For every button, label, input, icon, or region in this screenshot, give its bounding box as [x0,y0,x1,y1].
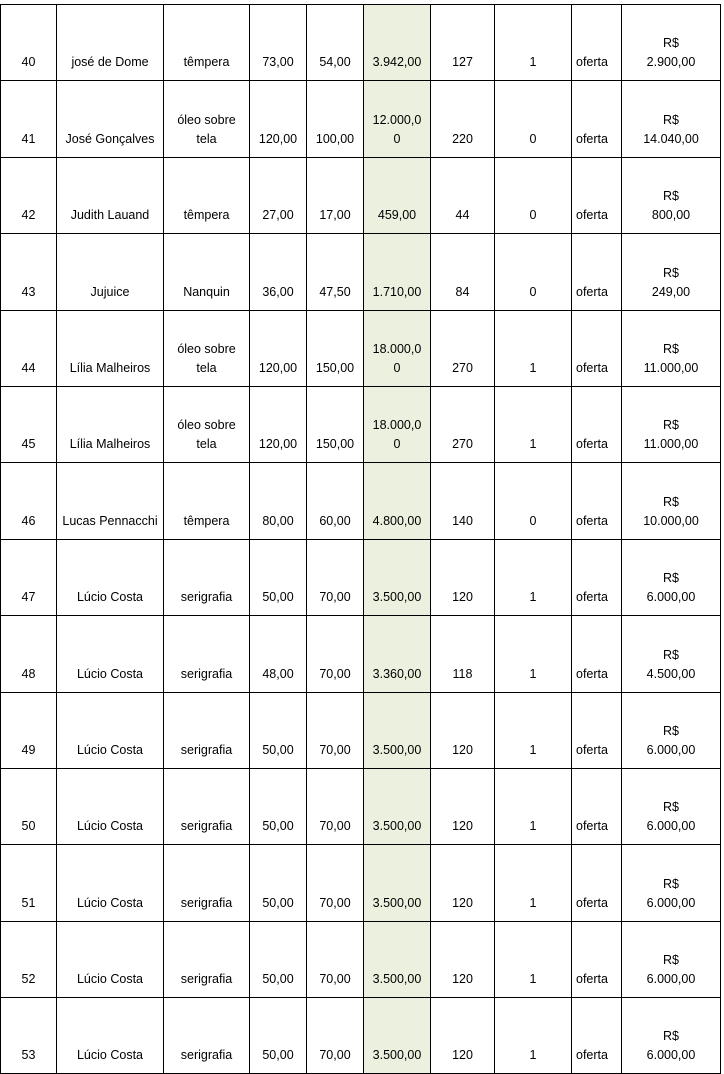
row-number-cell: 45 [1,386,57,462]
perimeter-cell: 120 [431,768,495,844]
row-number-cell: 51 [1,845,57,921]
price-cell: R$ 249,00 [622,234,721,310]
width-cell: 48,00 [250,616,307,692]
quantity-cell: 1 [495,845,572,921]
area-cell: 3.500,00 [364,539,431,615]
type-cell: oferta [572,692,622,768]
table-row [1,768,721,844]
perimeter-cell: 220 [431,81,495,157]
type-cell: oferta [572,81,622,157]
artist-cell: Lúcio Costa [57,692,164,768]
row-number-cell: 46 [1,463,57,539]
perimeter-cell: 120 [431,845,495,921]
price-cell: R$ 14.040,00 [622,81,721,157]
technique-cell: serigrafia [164,921,250,997]
type-cell: oferta [572,539,622,615]
row-number-cell: 40 [1,5,57,81]
technique-cell: têmpera [164,157,250,233]
price-cell: R$ 4.500,00 [622,616,721,692]
height-cell: 70,00 [307,539,364,615]
quantity-cell: 1 [495,386,572,462]
height-cell: 70,00 [307,921,364,997]
row-number-cell: 44 [1,310,57,386]
area-cell: 3.500,00 [364,845,431,921]
price-cell: R$ 11.000,00 [622,386,721,462]
technique-cell: serigrafia [164,998,250,1074]
price-cell: R$ 6.000,00 [622,692,721,768]
perimeter-cell: 84 [431,234,495,310]
perimeter-cell: 118 [431,616,495,692]
technique-cell: serigrafia [164,616,250,692]
artist-cell: Jujuice [57,234,164,310]
perimeter-cell: 270 [431,386,495,462]
type-cell: oferta [572,463,622,539]
quantity-cell: 0 [495,463,572,539]
width-cell: 36,00 [250,234,307,310]
price-cell: R$ 800,00 [622,157,721,233]
quantity-cell: 0 [495,234,572,310]
table-row [1,463,721,539]
artist-cell: Judith Lauand [57,157,164,233]
perimeter-cell: 44 [431,157,495,233]
price-cell: R$ 10.000,00 [622,463,721,539]
width-cell: 73,00 [250,5,307,81]
width-cell: 50,00 [250,921,307,997]
height-cell: 70,00 [307,998,364,1074]
width-cell: 50,00 [250,539,307,615]
height-cell: 70,00 [307,768,364,844]
price-cell: R$ 6.000,00 [622,539,721,615]
type-cell: oferta [572,921,622,997]
type-cell: oferta [572,310,622,386]
quantity-cell: 0 [495,81,572,157]
width-cell: 50,00 [250,845,307,921]
technique-cell: têmpera [164,463,250,539]
table-row [1,157,721,233]
type-cell: oferta [572,5,622,81]
height-cell: 17,00 [307,157,364,233]
artist-cell: Lília Malheiros [57,310,164,386]
height-cell: 60,00 [307,463,364,539]
area-cell: 3.500,00 [364,768,431,844]
row-number-cell: 49 [1,692,57,768]
artist-cell: josé de Dome [57,5,164,81]
area-cell: 3.360,00 [364,616,431,692]
technique-cell: óleo sobre tela [164,310,250,386]
type-cell: oferta [572,998,622,1074]
table-row [1,539,721,615]
type-cell: oferta [572,234,622,310]
area-cell: 4.800,00 [364,463,431,539]
technique-cell: Nanquin [164,234,250,310]
type-cell: oferta [572,616,622,692]
table-row [1,998,721,1074]
row-number-cell: 41 [1,81,57,157]
type-cell: oferta [572,845,622,921]
quantity-cell: 1 [495,692,572,768]
perimeter-cell: 270 [431,310,495,386]
table-row [1,81,721,157]
area-cell: 18.000,0 0 [364,386,431,462]
row-number-cell: 50 [1,768,57,844]
table-row [1,234,721,310]
artist-cell: Lúcio Costa [57,845,164,921]
price-cell: R$ 6.000,00 [622,845,721,921]
artist-cell: Lúcio Costa [57,616,164,692]
table-row [1,692,721,768]
height-cell: 150,00 [307,310,364,386]
perimeter-cell: 120 [431,539,495,615]
table-body [1,5,721,1074]
row-number-cell: 52 [1,921,57,997]
technique-cell: óleo sobre tela [164,81,250,157]
area-cell: 1.710,00 [364,234,431,310]
artist-cell: Lúcio Costa [57,998,164,1074]
table-row [1,386,721,462]
width-cell: 50,00 [250,692,307,768]
price-cell: R$ 6.000,00 [622,768,721,844]
type-cell: oferta [572,386,622,462]
table-row [1,310,721,386]
perimeter-cell: 140 [431,463,495,539]
table-row [1,845,721,921]
width-cell: 50,00 [250,998,307,1074]
height-cell: 100,00 [307,81,364,157]
quantity-cell: 1 [495,998,572,1074]
row-number-cell: 43 [1,234,57,310]
area-cell: 3.942,00 [364,5,431,81]
artist-cell: Lúcio Costa [57,921,164,997]
perimeter-cell: 127 [431,5,495,81]
width-cell: 27,00 [250,157,307,233]
quantity-cell: 1 [495,5,572,81]
artist-cell: Lúcio Costa [57,768,164,844]
quantity-cell: 1 [495,768,572,844]
price-cell: R$ 2.900,00 [622,5,721,81]
type-cell: oferta [572,157,622,233]
height-cell: 54,00 [307,5,364,81]
height-cell: 70,00 [307,845,364,921]
height-cell: 70,00 [307,616,364,692]
table-row [1,616,721,692]
area-cell: 3.500,00 [364,998,431,1074]
table-row [1,921,721,997]
area-cell: 18.000,0 0 [364,310,431,386]
technique-cell: serigrafia [164,692,250,768]
row-number-cell: 53 [1,998,57,1074]
type-cell: oferta [572,768,622,844]
perimeter-cell: 120 [431,921,495,997]
height-cell: 47,50 [307,234,364,310]
perimeter-cell: 120 [431,998,495,1074]
area-cell: 12.000,0 0 [364,81,431,157]
row-number-cell: 48 [1,616,57,692]
width-cell: 50,00 [250,768,307,844]
price-cell: R$ 6.000,00 [622,921,721,997]
area-cell: 3.500,00 [364,692,431,768]
artist-cell: Lília Malheiros [57,386,164,462]
technique-cell: serigrafia [164,845,250,921]
row-number-cell: 42 [1,157,57,233]
quantity-cell: 1 [495,310,572,386]
artist-cell: Lucas Pennacchi [57,463,164,539]
artist-cell: Lúcio Costa [57,539,164,615]
technique-cell: serigrafia [164,768,250,844]
width-cell: 120,00 [250,81,307,157]
row-number-cell: 47 [1,539,57,615]
quantity-cell: 1 [495,616,572,692]
artist-cell: José Gonçalves [57,81,164,157]
price-cell: R$ 6.000,00 [622,998,721,1074]
area-cell: 459,00 [364,157,431,233]
price-cell: R$ 11.000,00 [622,310,721,386]
height-cell: 70,00 [307,692,364,768]
perimeter-cell: 120 [431,692,495,768]
quantity-cell: 1 [495,921,572,997]
technique-cell: têmpera [164,5,250,81]
quantity-cell: 0 [495,157,572,233]
width-cell: 120,00 [250,386,307,462]
height-cell: 150,00 [307,386,364,462]
area-cell: 3.500,00 [364,921,431,997]
table-row [1,5,721,81]
artwork-table [0,4,721,1074]
technique-cell: serigrafia [164,539,250,615]
width-cell: 120,00 [250,310,307,386]
width-cell: 80,00 [250,463,307,539]
quantity-cell: 1 [495,539,572,615]
technique-cell: óleo sobre tela [164,386,250,462]
